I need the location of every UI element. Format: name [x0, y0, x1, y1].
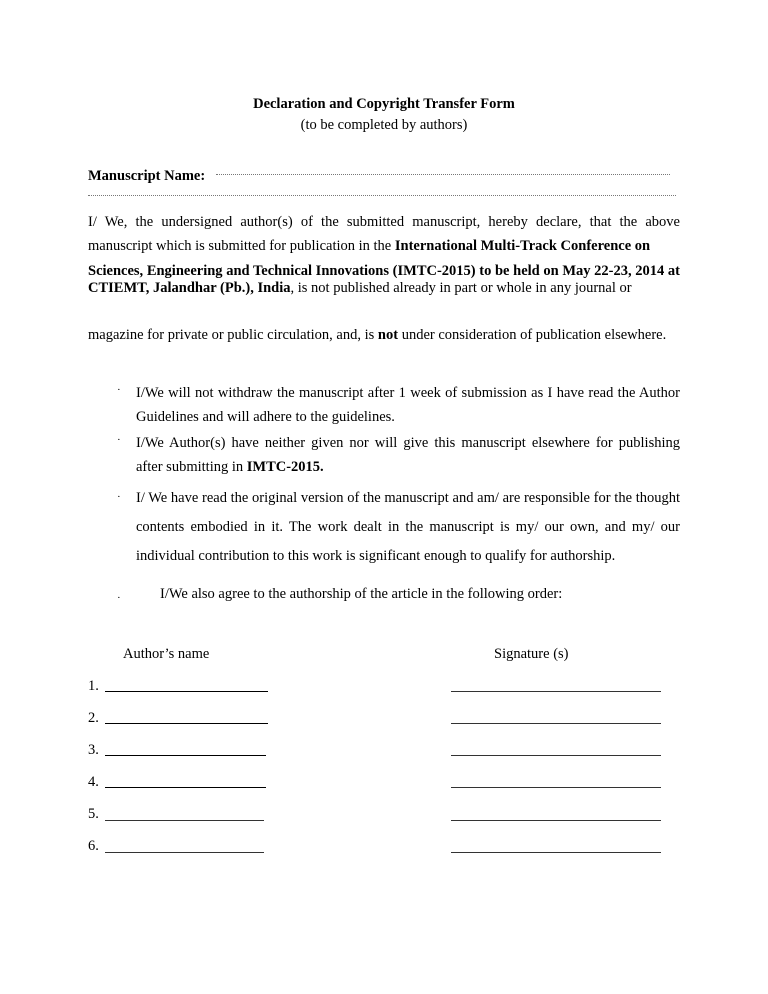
manuscript-name-label: Manuscript Name: — [88, 168, 206, 184]
declaration-text-1: I/ We, the undersigned author(s) of the submitted manuscript, hereby declare, that the above manuscript which is submitted for publication in the — [88, 214, 680, 254]
bullet-text-1: I/We will not withdraw the manuscript after 1 week of submission as I have read the Author Guidelines and will adhere to the guidelines. — [136, 385, 680, 425]
declaration-paragraph-2 — [88, 263, 680, 297]
bullet-text-2-bold: IMTC-2015. — [246, 459, 324, 475]
manuscript-name-field-line2[interactable] — [88, 195, 676, 196]
bullet-marker-3: · — [117, 491, 121, 503]
form-subtitle: (to be completed by authors) — [300, 117, 468, 133]
bullet-marker-1: · — [117, 384, 121, 396]
bullet-text-2a: I/We Author(s) have neither given nor will give this manuscript elsewhere for publishing after submitting in — [136, 435, 680, 475]
declaration-paragraph-1 — [88, 210, 680, 258]
row-number-5: 5. — [88, 806, 99, 822]
signature-header: Signature (s) — [494, 646, 569, 662]
row-number-1: 1. — [88, 678, 99, 694]
manuscript-name-field[interactable] — [216, 174, 670, 175]
declaration-not-emphasis: not — [377, 327, 399, 343]
bullet-text-2 — [136, 431, 680, 479]
form-title: Declaration and Copyright Transfer Form — [253, 96, 515, 112]
signature-field-3[interactable] — [451, 755, 661, 756]
bullet-marker-4: · — [117, 592, 121, 604]
declaration-text-3a: magazine for private or public circulation, and, is — [88, 327, 378, 343]
declaration-text-2: , is not published already in part or whole in any journal or — [290, 280, 632, 296]
row-number-6: 6. — [88, 838, 99, 854]
declaration-paragraph-3 — [88, 320, 680, 351]
conference-name-part1: International Multi-Track Conference on — [394, 238, 651, 254]
author-name-header: Author’s name — [123, 646, 210, 662]
row-number-3: 3. — [88, 742, 99, 758]
declaration-text-3b: under consideration of publication elsewhere. — [398, 327, 667, 343]
row-number-2: 2. — [88, 710, 99, 726]
signature-field-4[interactable] — [451, 787, 661, 788]
author-name-field-5[interactable] — [105, 820, 264, 821]
author-name-field-4[interactable] — [105, 787, 266, 788]
author-name-field-1[interactable] — [105, 691, 268, 692]
signature-field-6[interactable] — [451, 852, 661, 853]
bullet-text-3: I/ We have read the original version of the manuscript and am/ are responsible for the thought contents embodied in it. The work dealt in the manuscript is my/ our own, and my/ our individual contribution to this work is significant enough to qualify for authorship. — [136, 490, 680, 564]
signature-field-2[interactable] — [451, 723, 661, 724]
author-name-field-2[interactable] — [105, 723, 268, 724]
bullet-text-4: I/We also agree to the authorship of the article in the following order: — [160, 586, 563, 602]
conference-name-part2: Sciences, Engineering and Technical Innovations (IMTC-2015) to be held on May 22-23, 2014 at CTIEMT, Jalandhar (Pb.), India — [88, 263, 680, 296]
bullet-marker-2: · — [117, 434, 121, 446]
signature-field-5[interactable] — [451, 820, 661, 821]
author-name-field-6[interactable] — [105, 852, 264, 853]
signature-field-1[interactable] — [451, 691, 661, 692]
author-name-field-3[interactable] — [105, 755, 266, 756]
row-number-4: 4. — [88, 774, 99, 790]
